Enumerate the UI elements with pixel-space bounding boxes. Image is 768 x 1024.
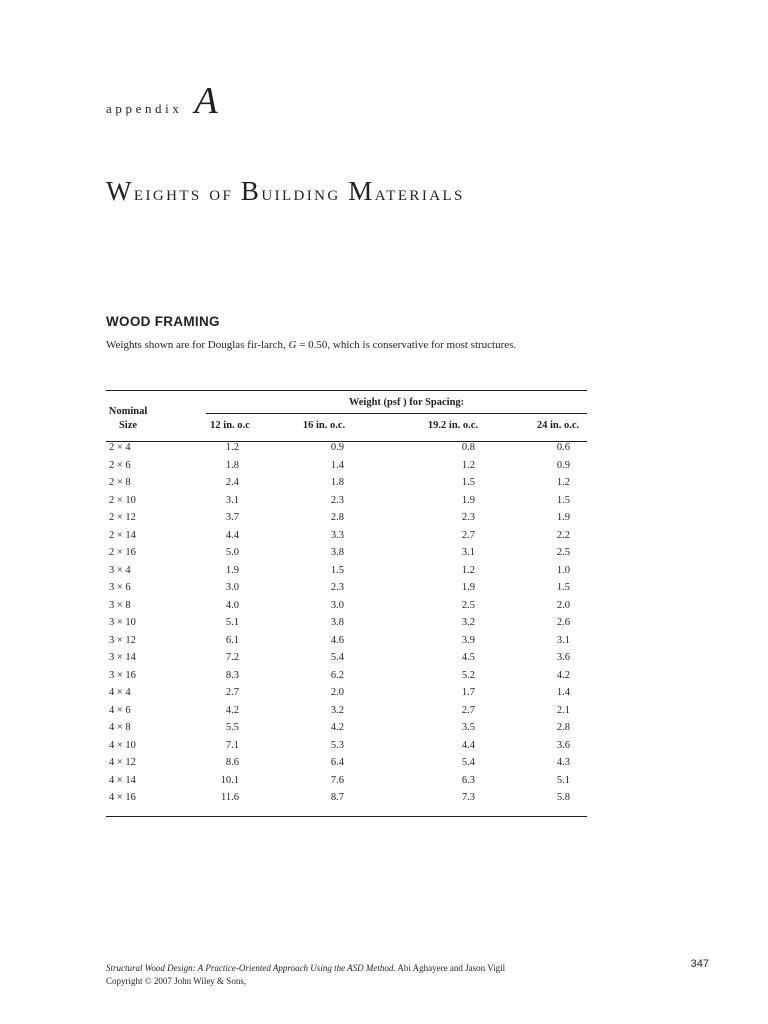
weight-cell: 1.2 xyxy=(556,477,570,488)
weight-cell: 8.7 xyxy=(330,792,344,803)
weight-cell: 2.7 xyxy=(461,704,475,716)
nominal-size-cell: 2 × 16 xyxy=(109,547,136,558)
table-row xyxy=(106,722,587,740)
table-row xyxy=(106,460,587,478)
weight-cell: 2.8 xyxy=(556,722,570,733)
nominal-size-cell: 2 × 6 xyxy=(109,459,131,471)
weight-cell: 1.0 xyxy=(556,564,570,576)
nominal-header-line1: Nominal xyxy=(108,406,148,417)
weight-cell: 3.0 xyxy=(225,582,239,593)
intro-before: Weights shown are for Douglas fir-larch, xyxy=(106,339,289,351)
weight-cell: 2.8 xyxy=(330,512,344,523)
weight-cell: 2.5 xyxy=(461,599,475,611)
weight-cell: 6.4 xyxy=(330,757,344,768)
nominal-size-cell: 4 × 12 xyxy=(109,757,136,768)
weight-cell: 1.2 xyxy=(461,459,475,471)
weight-cell: 3.2 xyxy=(330,704,344,716)
chapter-title xyxy=(106,176,465,207)
table-header xyxy=(106,391,587,441)
nominal-size-cell: 4 × 6 xyxy=(109,704,131,716)
nominal-size-cell: 3 × 6 xyxy=(109,582,131,593)
nominal-size-cell: 4 × 10 xyxy=(109,739,136,751)
table-row xyxy=(106,792,587,810)
weight-cell: 3.5 xyxy=(461,722,475,733)
weight-cell: 3.2 xyxy=(461,617,475,628)
title-word: Weights xyxy=(106,176,202,206)
weight-cell: 4.5 xyxy=(461,652,475,663)
appendix-label xyxy=(106,82,218,120)
table-body xyxy=(106,442,587,816)
weight-cell: 1.5 xyxy=(461,477,475,488)
table-row xyxy=(106,477,587,495)
table-row xyxy=(106,757,587,775)
table-row xyxy=(106,547,587,565)
weight-cell: 4.4 xyxy=(461,739,475,751)
weight-cell: 1.9 xyxy=(461,494,475,506)
weight-cell: 3.0 xyxy=(330,599,344,611)
weight-cell: 3.1 xyxy=(225,494,239,506)
nominal-size-cell: 3 × 4 xyxy=(109,564,131,576)
nominal-size-cell: 4 × 4 xyxy=(109,687,131,698)
group-header-rule xyxy=(206,413,587,414)
weight-cell: 7.2 xyxy=(225,652,239,663)
weight-cell: 2.7 xyxy=(461,529,475,541)
nominal-size-cell: 3 × 10 xyxy=(109,617,136,628)
nominal-size-cell: 3 × 8 xyxy=(109,599,131,611)
weight-cell: 2.3 xyxy=(330,494,344,506)
table-row xyxy=(106,495,587,513)
book-title: Structural Wood Design: A Practice-Oriented Approach Using the ASD Method. xyxy=(106,963,396,973)
weight-cell: 5.1 xyxy=(225,617,239,628)
weight-cell: 6.3 xyxy=(461,774,475,786)
intro-text xyxy=(106,339,516,351)
table-row xyxy=(106,565,587,583)
nominal-size-cell: 2 × 12 xyxy=(109,512,136,523)
weight-cell: 2.7 xyxy=(225,687,239,698)
weight-cell: 0.9 xyxy=(556,459,570,471)
nominal-size-cell: 4 × 14 xyxy=(109,774,136,786)
footer-citation xyxy=(106,962,505,975)
nominal-size-cell: 3 × 12 xyxy=(109,634,136,646)
table-row xyxy=(106,687,587,705)
weight-cell: 5.1 xyxy=(556,774,570,786)
column-header-12: 12 in. o.c xyxy=(210,420,250,431)
weight-cell: 3.7 xyxy=(225,512,239,523)
table-row xyxy=(106,600,587,618)
copyright: Copyright © 2007 John Wiley & Sons, xyxy=(106,976,247,986)
weight-cell: 1.5 xyxy=(330,564,344,576)
nominal-size-cell: 4 × 8 xyxy=(109,722,131,733)
weight-cell: 1.4 xyxy=(556,687,570,698)
weight-cell: 1.7 xyxy=(461,687,475,698)
section-heading: WOOD FRAMING xyxy=(106,314,220,329)
weight-cell: 3.3 xyxy=(330,529,344,541)
appendix-letter: A xyxy=(194,80,218,122)
table-row xyxy=(106,740,587,758)
spacing-group-header: Weight (psf ) for Spacing: xyxy=(348,397,465,408)
weight-cell: 1.9 xyxy=(461,582,475,593)
table-row xyxy=(106,442,587,460)
weight-cell: 1.9 xyxy=(556,512,570,523)
weight-cell: 5.8 xyxy=(556,792,570,803)
weight-cell: 3.6 xyxy=(556,652,570,663)
intro-variable: G xyxy=(288,339,297,351)
weight-cell: 0.6 xyxy=(556,442,570,453)
weight-cell: 1.5 xyxy=(556,582,570,593)
weight-cell: 5.4 xyxy=(330,652,344,663)
column-header-24: 24 in. o.c. xyxy=(536,420,580,431)
title-word: of xyxy=(209,181,234,205)
table-row xyxy=(106,652,587,670)
weight-cell: 1.4 xyxy=(330,459,344,471)
weight-cell: 6.1 xyxy=(225,634,239,646)
table-row xyxy=(106,617,587,635)
table-row xyxy=(106,670,587,688)
table-row xyxy=(106,530,587,548)
table-row xyxy=(106,705,587,723)
nominal-size-cell: 4 × 16 xyxy=(109,792,136,803)
nominal-size-cell: 2 × 4 xyxy=(109,442,131,453)
intro-after: = 0.50, which is conservative for most structures. xyxy=(296,339,517,351)
weight-cell: 5.5 xyxy=(225,722,239,733)
weight-cell: 3.1 xyxy=(556,634,570,646)
weight-cell: 4.2 xyxy=(225,704,239,716)
column-header-19-2: 19.2 in. o.c. xyxy=(427,420,479,431)
weight-cell: 8.6 xyxy=(225,757,239,768)
weight-cell: 7.6 xyxy=(330,774,344,786)
weight-cell: 6.2 xyxy=(330,669,344,681)
weight-cell: 4.4 xyxy=(225,529,239,541)
nominal-size-cell: 2 × 14 xyxy=(109,529,136,541)
weight-cell: 2.2 xyxy=(556,529,570,541)
weight-cell: 0.8 xyxy=(461,442,475,453)
book-authors: Abi Aghayere and Jason Vigil xyxy=(397,963,506,973)
weight-cell: 8.3 xyxy=(225,669,239,681)
weight-cell: 4.0 xyxy=(225,599,239,611)
weight-cell: 1.8 xyxy=(330,477,344,488)
table-bottom-rule xyxy=(106,816,587,817)
nominal-size-cell: 3 × 14 xyxy=(109,652,136,663)
weight-cell: 5.3 xyxy=(330,739,344,751)
weight-cell: 10.1 xyxy=(220,774,239,786)
weight-cell: 11.6 xyxy=(221,792,239,803)
weight-cell: 3.1 xyxy=(461,547,475,558)
column-header-16: 16 in. o.c. xyxy=(302,420,346,431)
weight-cell: 2.3 xyxy=(330,582,344,593)
weight-cell: 1.2 xyxy=(225,442,239,453)
weight-cell: 3.8 xyxy=(330,617,344,628)
appendix-word: appendix xyxy=(106,101,183,116)
nominal-size-cell: 2 × 8 xyxy=(109,477,131,488)
weight-cell: 4.6 xyxy=(330,634,344,646)
table-row xyxy=(106,635,587,653)
page-footer xyxy=(106,962,505,988)
weight-cell: 5.2 xyxy=(461,669,475,681)
weight-cell: 1.8 xyxy=(225,459,239,471)
weight-cell: 4.2 xyxy=(556,669,570,681)
weight-cell: 3.8 xyxy=(330,547,344,558)
weight-cell: 7.3 xyxy=(461,792,475,803)
weight-cell: 1.9 xyxy=(225,564,239,576)
weight-cell: 4.3 xyxy=(556,757,570,768)
weight-cell: 2.6 xyxy=(556,617,570,628)
weight-cell: 2.0 xyxy=(556,599,570,611)
nominal-size-cell: 3 × 16 xyxy=(109,669,136,681)
weight-cell: 2.4 xyxy=(225,477,239,488)
title-word: Materials xyxy=(348,176,465,206)
weight-cell: 2.0 xyxy=(330,687,344,698)
nominal-size-header xyxy=(106,405,150,433)
weight-cell: 2.1 xyxy=(556,704,570,716)
weight-cell: 1.5 xyxy=(556,494,570,506)
nominal-header-line2: Size xyxy=(118,420,138,431)
weight-cell: 3.9 xyxy=(461,634,475,646)
table-row xyxy=(106,582,587,600)
weight-cell: 2.5 xyxy=(556,547,570,558)
weight-cell: 3.6 xyxy=(556,739,570,751)
weight-cell: 0.9 xyxy=(330,442,344,453)
weight-cell: 1.2 xyxy=(461,564,475,576)
weight-cell: 5.0 xyxy=(225,547,239,558)
table-row xyxy=(106,775,587,793)
title-word: Building xyxy=(240,176,341,206)
table-row xyxy=(106,512,587,530)
weights-table xyxy=(106,390,587,817)
weight-cell: 7.1 xyxy=(225,739,239,751)
weight-cell: 5.4 xyxy=(461,757,475,768)
weight-cell: 4.2 xyxy=(330,722,344,733)
nominal-size-cell: 2 × 10 xyxy=(109,494,136,506)
weight-cell: 2.3 xyxy=(461,512,475,523)
page-number: 347 xyxy=(690,958,709,970)
